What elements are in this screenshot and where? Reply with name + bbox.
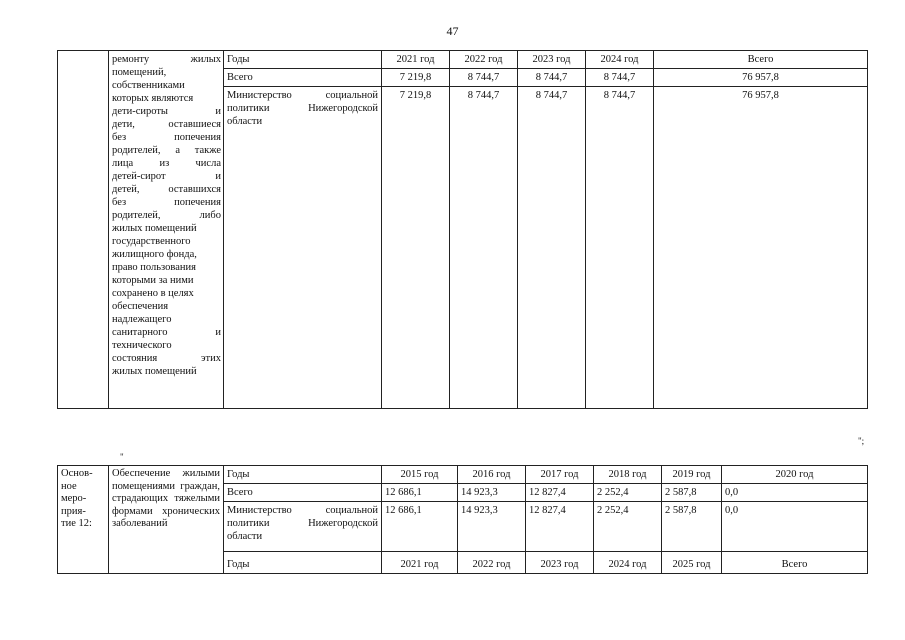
cell-value: 12 827,4 bbox=[526, 502, 594, 552]
cell-value: 2 587,8 bbox=[662, 502, 722, 552]
measure-description: ремонту жилых помещений, собственниками которых являются дети-сироты и дети, оставшиеся без попечения родителей, а также лица из числа детей-сирот и детей, оставшихся без попечения родителей, либо жилых помещений государственного жилищного фонда, право пользования которыми за ними сохранено в целях обеспечения надлежащего санитарного и технического состояния этих жилых помещений bbox=[109, 51, 224, 409]
table-funding-2 bbox=[57, 465, 868, 574]
cell-value: 2 252,4 bbox=[594, 502, 662, 552]
header-years: Годы bbox=[224, 51, 382, 69]
table-funding-1 bbox=[57, 50, 868, 409]
cell-value: 0,0 bbox=[722, 502, 868, 552]
cell-value: 7 219,8 bbox=[382, 69, 450, 87]
cell-value: 8 744,7 bbox=[586, 87, 654, 409]
header-year: 2023 год bbox=[526, 552, 594, 574]
page-number: 47 bbox=[446, 24, 459, 38]
header-years: Годы bbox=[224, 552, 382, 574]
empty-cell bbox=[58, 51, 109, 409]
open-quote-mark: " bbox=[120, 452, 124, 462]
cell-value: 8 744,7 bbox=[450, 87, 518, 409]
cell-value: 12 686,1 bbox=[382, 484, 458, 502]
table-row bbox=[58, 466, 868, 484]
header-year: 2021 год bbox=[382, 552, 458, 574]
table-row bbox=[58, 51, 868, 69]
header-year: 2016 год bbox=[458, 466, 526, 484]
cell-value: 8 744,7 bbox=[518, 87, 586, 409]
measure-label: Основ- ное меро- прия- тие 12: bbox=[58, 466, 109, 574]
cell-value: 14 923,3 bbox=[458, 502, 526, 552]
cell-value: 2 587,8 bbox=[662, 484, 722, 502]
cell-value: 8 744,7 bbox=[518, 69, 586, 87]
header-year: 2024 год bbox=[586, 51, 654, 69]
cell-value: 0,0 bbox=[722, 484, 868, 502]
header-year: 2020 год bbox=[722, 466, 868, 484]
row-label: Министерство социальной политики Нижегородской области bbox=[224, 87, 382, 409]
cell-value: 14 923,3 bbox=[458, 484, 526, 502]
row-label: Всего bbox=[224, 484, 382, 502]
cell-value: 8 744,7 bbox=[450, 69, 518, 87]
cell-value: 12 686,1 bbox=[382, 502, 458, 552]
cell-value: 76 957,8 bbox=[654, 69, 868, 87]
header-year: 2015 год bbox=[382, 466, 458, 484]
header-year: 2022 год bbox=[450, 51, 518, 69]
cell-value: 8 744,7 bbox=[586, 69, 654, 87]
header-year: 2025 год bbox=[662, 552, 722, 574]
header-year: 2023 год bbox=[518, 51, 586, 69]
cell-value: 7 219,8 bbox=[382, 87, 450, 409]
header-total: Всего bbox=[722, 552, 868, 574]
header-year: 2019 год bbox=[662, 466, 722, 484]
header-years: Годы bbox=[224, 466, 382, 484]
header-year: 2021 год bbox=[382, 51, 450, 69]
measure-description: Обеспечение жилыми помещениями граждан, страдающих тяжелыми формами хронических заболеваний bbox=[109, 466, 224, 574]
cell-value: 76 957,8 bbox=[654, 87, 868, 409]
header-year: 2022 год bbox=[458, 552, 526, 574]
row-label: Министерство социальной политики Нижегородской области bbox=[224, 502, 382, 552]
header-total: Всего bbox=[654, 51, 868, 69]
header-year: 2017 год bbox=[526, 466, 594, 484]
close-quote-mark: "; bbox=[858, 436, 865, 446]
header-year: 2024 год bbox=[594, 552, 662, 574]
header-year: 2018 год bbox=[594, 466, 662, 484]
row-label: Всего bbox=[224, 69, 382, 87]
cell-value: 12 827,4 bbox=[526, 484, 594, 502]
cell-value: 2 252,4 bbox=[594, 484, 662, 502]
